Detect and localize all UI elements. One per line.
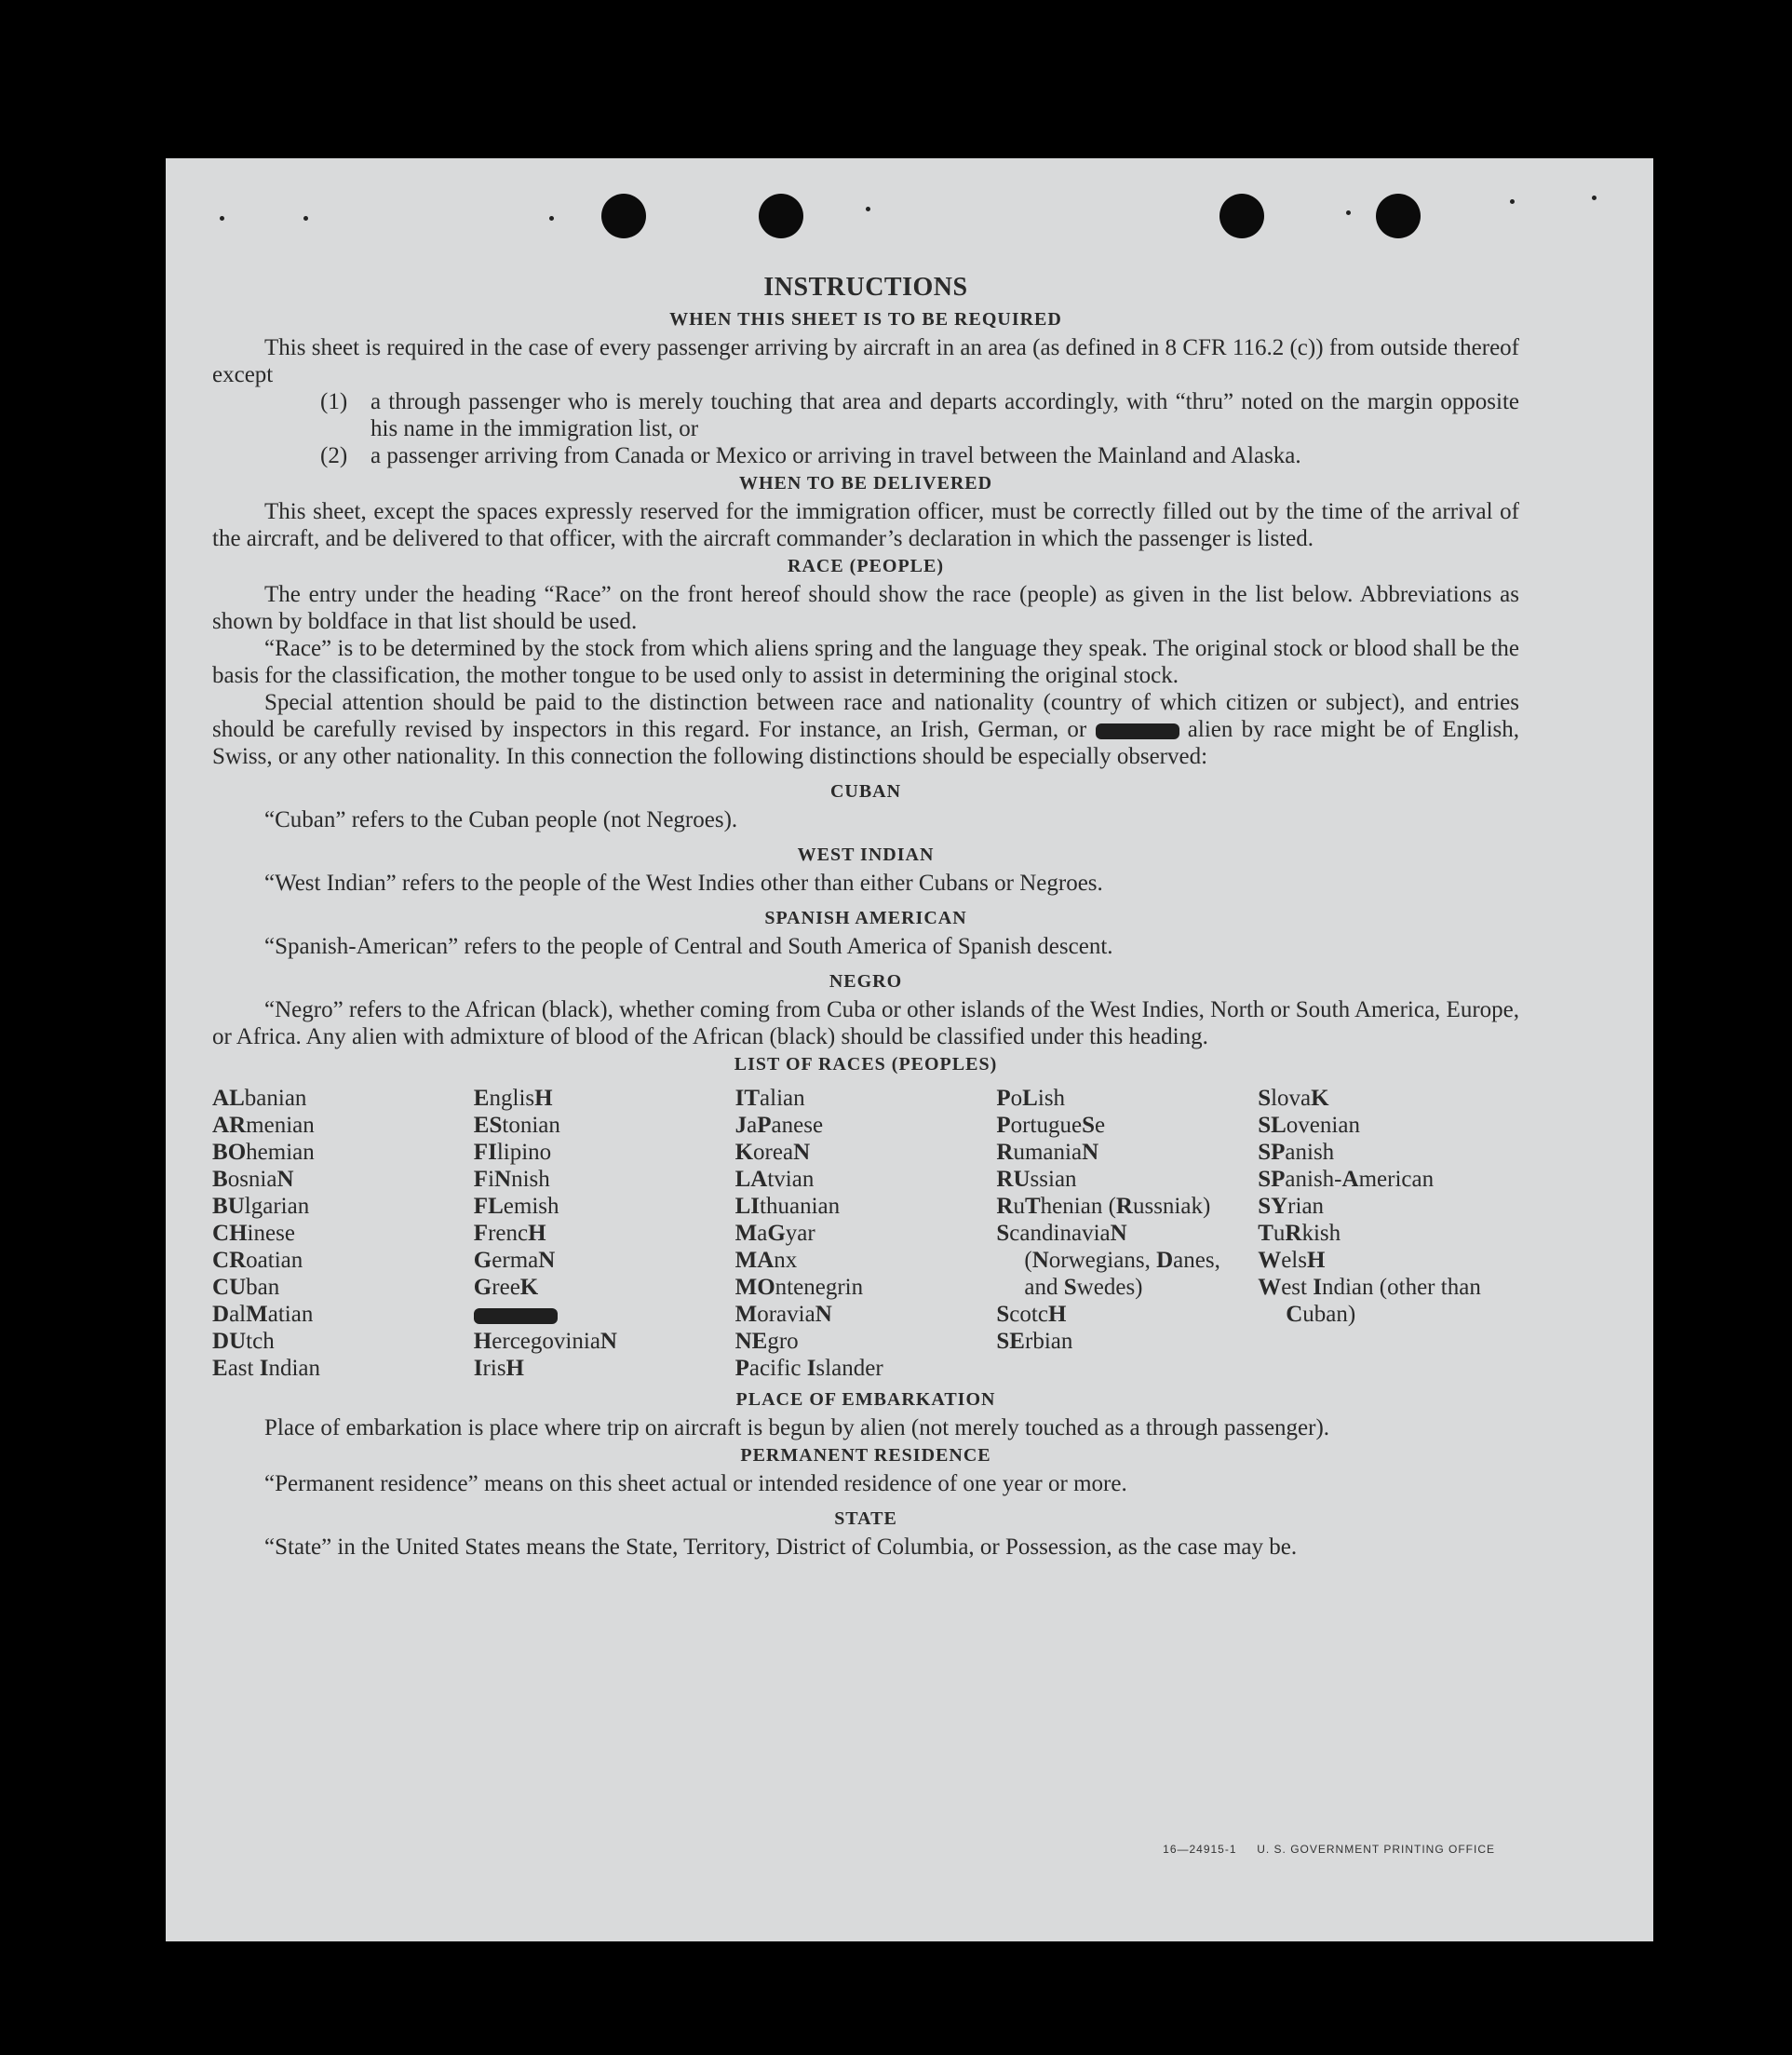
race-entry: BUlgarian <box>212 1194 310 1219</box>
delivered-text: This sheet, except the spaces expressly reserved for the immigration officer, must be correctly filled out by the time of the arrival of the aircraft, and be delivered to that officer, with the aircraft commander’s declaration in which the passenger is listed. <box>212 499 1519 551</box>
punch-hole <box>759 194 803 238</box>
race-entry: SPanish <box>1258 1140 1335 1165</box>
races-column-5 <box>1258 1085 1519 1382</box>
race-entry: EnglisH <box>473 1086 553 1111</box>
race-paragraph-3 <box>212 689 1519 770</box>
race-entry: HercegoviniaN <box>473 1329 617 1354</box>
race-entry: PoLish <box>996 1086 1066 1111</box>
race-entry: CRoatian <box>212 1248 303 1273</box>
race-entry: SlovaK <box>1258 1086 1329 1111</box>
paper-speck <box>549 216 554 221</box>
spanish-american-text: “Spanish-American” refers to the people of Central and South America of Spanish descent. <box>264 934 1113 959</box>
punch-hole <box>601 194 646 238</box>
races-column-4 <box>996 1085 1258 1382</box>
item-number: (2) <box>320 443 348 468</box>
heading-west-indian: WEST INDIAN <box>797 845 935 865</box>
punch-hole <box>1376 194 1421 238</box>
races-list <box>212 1085 1519 1382</box>
race-entry: NEgro <box>734 1329 799 1354</box>
race-entry: JaPanese <box>734 1113 824 1138</box>
races-column-1 <box>212 1085 474 1382</box>
race-entry: FLemish <box>473 1194 559 1219</box>
printer-name: U. S. GOVERNMENT PRINTING OFFICE <box>1257 1843 1495 1856</box>
race-entry: FiNnish <box>473 1167 550 1192</box>
race-entry <box>474 1301 735 1328</box>
race-entry: DalMatian <box>212 1302 314 1327</box>
race-entry: MOntenegrin <box>734 1275 864 1300</box>
race-entry: CUban <box>212 1275 280 1300</box>
race-entry: BOhemian <box>212 1140 315 1165</box>
heading-state: STATE <box>834 1508 897 1529</box>
race-entry: ARmenian <box>212 1113 315 1138</box>
negro-text: “Negro” refers to the African (black), whether coming from Cuba or other islands of the West Indies, North or South America, Europe, or Africa. Any alien with admixture of blood of the African (black) should be classified under this heading. <box>212 997 1519 1049</box>
race-paragraph-3-b: alien by race might be of English, Swiss, or any other nationality. In this connection the following distinctions should be especially observed: <box>212 717 1520 769</box>
race-entry: East Indian <box>212 1356 321 1381</box>
race-entry: ScandinaviaN (Norwegians, Danes, and Swedes) <box>996 1221 1220 1300</box>
instructions-content <box>212 272 1519 1561</box>
race-entry: SLovenian <box>1258 1113 1360 1138</box>
race-entry: WelsH <box>1258 1248 1326 1273</box>
embarkation-text: Place of embarkation is place where trip on aircraft is begun by alien (not merely touched as a through passenger). <box>264 1415 1330 1440</box>
race-entry: FIlipino <box>473 1140 552 1165</box>
heading-embarkation: PLACE OF EMBARKATION <box>735 1389 996 1410</box>
heading-cuban: CUBAN <box>829 781 902 802</box>
races-column-3 <box>735 1085 997 1382</box>
race-entry: MaGyar <box>734 1221 815 1246</box>
instruction-sheet <box>166 158 1653 1941</box>
form-number: 16—24915-1 <box>1163 1843 1237 1856</box>
race-entry: RuThenian (Russniak) <box>996 1194 1211 1219</box>
heading-spanish-american: SPANISH AMERICAN <box>764 908 967 928</box>
form-code <box>1163 1843 1495 1856</box>
race-entry: SErbian <box>996 1329 1073 1354</box>
race-entry: SPanish-American <box>1258 1167 1435 1192</box>
race-entry: Pacific Islander <box>734 1356 883 1381</box>
required-item-2 <box>320 442 1519 469</box>
item-text: a passenger arriving from Canada or Mexico or arriving in travel between the Mainland and Alaska. <box>371 443 1301 468</box>
heading-race: RACE (PEOPLE) <box>788 556 944 576</box>
paper-speck <box>1346 210 1351 215</box>
race-paragraph-2: “Race” is to be determined by the stock from which aliens spring and the language they speak. The original stock or blood shall be the basis for the classification, the mother tongue to be used only to assist in determining the original stock. <box>212 636 1519 688</box>
race-entry: KoreaN <box>734 1140 811 1165</box>
heading-required: WHEN THIS SHEET IS TO BE REQUIRED <box>669 309 1062 330</box>
paper-speck <box>1510 199 1515 204</box>
race-entry: West Indian (other than Cuban) <box>1258 1275 1481 1327</box>
paper-speck <box>866 207 870 211</box>
race-entry: MAnx <box>734 1248 798 1273</box>
page-title: INSTRUCTIONS <box>763 273 968 302</box>
race-entry: ITalian <box>734 1086 805 1111</box>
race-entry: PortugueSe <box>996 1113 1106 1138</box>
residence-text: “Permanent residence” means on this sheet actual or intended residence of one year or more. <box>264 1471 1127 1496</box>
race-entry: TuRkish <box>1258 1221 1341 1246</box>
west-indian-text: “West Indian” refers to the people of the West Indies other than either Cubans or Negroes. <box>264 871 1103 896</box>
race-entry: RUssian <box>996 1167 1077 1192</box>
race-entry: RumaniaN <box>996 1140 1099 1165</box>
required-intro: This sheet is required in the case of every passenger arriving by aircraft in an area (as defined in 8 CFR 116.2 (c)) from outside thereof except <box>212 335 1519 387</box>
paper-speck <box>303 216 308 221</box>
punch-hole <box>1219 194 1264 238</box>
paper-speck <box>220 216 224 221</box>
race-entry: ScotcH <box>996 1302 1067 1327</box>
race-entry: SYrian <box>1258 1194 1325 1219</box>
race-entry: MoraviaN <box>734 1302 832 1327</box>
heading-residence: PERMANENT RESIDENCE <box>740 1445 991 1466</box>
required-item-1 <box>320 388 1519 442</box>
heading-races-list: LIST OF RACES (PEOPLES) <box>734 1054 998 1075</box>
race-entry: BosniaN <box>212 1167 294 1192</box>
paper-speck <box>1592 196 1597 200</box>
race-paragraph-1: The entry under the heading “Race” on the front hereof should show the race (people) as given in the list below. Abbreviations as shown by boldface in that list should be used. <box>212 582 1519 634</box>
race-entry: LAtvian <box>734 1167 815 1192</box>
race-entry: GermaN <box>473 1248 556 1273</box>
race-entry: FrencH <box>473 1221 546 1246</box>
races-column-2 <box>474 1085 735 1382</box>
race-entry: GreeK <box>473 1275 539 1300</box>
race-paragraph-3-a: Special attention should be paid to the distinction between race and nationality (country of which citizen or subject), and entries should be carefully revised by inspectors in this regard. For instance, an Irish, German, or <box>212 690 1519 742</box>
race-entry: LIthuanian <box>734 1194 841 1219</box>
race-entry: CHinese <box>212 1221 295 1246</box>
race-entry: EStonian <box>473 1113 560 1138</box>
cuban-text: “Cuban” refers to the Cuban people (not Negroes). <box>264 807 738 832</box>
heading-delivered: WHEN TO BE DELIVERED <box>738 473 993 493</box>
item-number: (1) <box>320 389 348 414</box>
redaction-mark <box>1096 723 1179 739</box>
race-entry: DUtch <box>212 1329 275 1354</box>
state-text: “State” in the United States means the State, Territory, District of Columbia, or Possession, as the case may be. <box>264 1534 1298 1560</box>
race-entry: ALbanian <box>212 1086 307 1111</box>
redaction-mark <box>474 1308 558 1324</box>
heading-negro: NEGRO <box>829 971 903 992</box>
race-entry: IrisH <box>473 1356 524 1381</box>
item-text: a through passenger who is merely touching that area and departs accordingly, with “thru” noted on the margin opposite his name in the immigration list, or <box>371 389 1519 441</box>
